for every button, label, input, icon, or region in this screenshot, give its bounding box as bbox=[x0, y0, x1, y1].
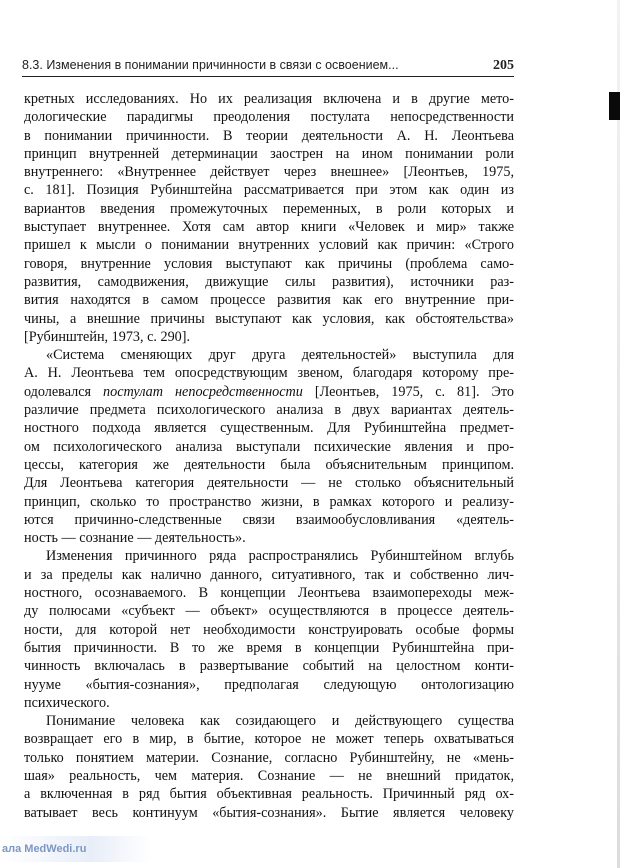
text-line: говоря, внутренние условия выступают как причины (проблема само- bbox=[24, 255, 514, 272]
text-line: чинность включалась в развертывание событий на целостном конти- bbox=[24, 658, 514, 675]
text-line: возвращает его в мир, в бытие, которое не может теперь охватываться bbox=[24, 731, 514, 748]
text-line: в понимании причинности. В теории деятельности А. Н. Леонтьева bbox=[24, 127, 514, 144]
text-line: принцип, сколько то пространство жизни, в рамках которого и реализу- bbox=[24, 493, 514, 510]
text-line: ватывает весь континуум «бытия-сознания». Бытие является человеку bbox=[24, 804, 514, 821]
paragraph-4 bbox=[24, 712, 514, 822]
text-line: Понимание человека как созидающего и действующего существа bbox=[46, 713, 514, 730]
text-line: выступает внутреннее. Хотя сам автор книги «Человек и мир» также bbox=[24, 219, 514, 236]
text-line: Для Леонтьева категория деятельности — не столько объяснительный bbox=[24, 475, 514, 492]
running-header bbox=[22, 58, 514, 74]
text-line: «Система сменяющих друг друга деятельностей» выступила для bbox=[46, 347, 514, 364]
text-line: ностного, осознаваемого. В концепции Леонтьева взаимопереходы меж- bbox=[24, 585, 514, 602]
text-line: развития, самодвижения, движущие силы развития), источники раз- bbox=[24, 273, 514, 290]
text-line: шая» реальность, чем материя. Сознание — не внешний придаток, bbox=[24, 767, 514, 784]
text-line: нууме «бытия-сознания», предполагая следующую онтологизацию bbox=[24, 676, 514, 693]
body-text bbox=[24, 90, 514, 822]
text-line: принцип внутренней детерминации заострен на ином понимании роли bbox=[24, 145, 514, 162]
scan-edge-mark bbox=[609, 92, 620, 120]
text-line: Изменения причинного ряда распространялись Рубинштейном вглубь bbox=[46, 548, 514, 565]
text-line: и за пределы как налично данного, ситуативного, так и собственно лич- bbox=[24, 566, 514, 583]
emphasis-postulate: постулат непосредственности bbox=[103, 383, 303, 400]
text-line: чины, а внешние причины выступают как условия, как обстоятельства» bbox=[24, 310, 514, 327]
text-line: пришел к мысли о понимании внутренних условий как причин: «Строго bbox=[24, 237, 514, 254]
text-line: ом психологического анализа выступали психические явления и про- bbox=[24, 438, 514, 455]
site-watermark: ала MedWedi.ru bbox=[0, 836, 152, 862]
text-line: ность — сознание — деятельность». bbox=[24, 530, 246, 547]
text-line: вариантов введения промежуточных переменных, в роли которых и bbox=[24, 200, 514, 217]
text-line: различие предмета психологического анализа в двух вариантах деятель- bbox=[24, 402, 514, 419]
text-line: ются причинно-следственные связи взаимообусловливания «деятель- bbox=[24, 511, 514, 528]
text-line: цессы, категория же деятельности была объяснительным принципом. bbox=[24, 456, 514, 473]
header-rule bbox=[22, 76, 514, 77]
text-line: дологические парадигмы преодоления постулата непосредственности bbox=[24, 109, 514, 126]
text-line: ностного подхода является существенным. Для Рубинштейна предмет- bbox=[24, 420, 514, 437]
text-line: бытия причинности. В то же время в концепции Рубинштейна при- bbox=[24, 639, 514, 656]
text-line bbox=[24, 383, 514, 401]
paragraph-3 bbox=[24, 547, 514, 712]
page-number: 205 bbox=[493, 58, 514, 73]
text-line: а включенная в ряд бытия объективная реальность. Причинный ряд ох- bbox=[24, 786, 514, 803]
text-line: только понятием материи. Сознание, согласно Рубинштейну, не «мень- bbox=[24, 749, 514, 766]
text-line: ности, для которой нет необходимости конструировать особые формы bbox=[24, 621, 514, 638]
text-fragment: одолевался bbox=[24, 383, 104, 400]
text-line: с. 181]. Позиция Рубинштейна рассматривается при этом как один из bbox=[24, 182, 514, 199]
paragraph-1 bbox=[24, 90, 514, 346]
text-line: вития находятся в самом процессе развития как его внутренние при- bbox=[24, 292, 514, 309]
text-line: психического. bbox=[24, 694, 110, 711]
text-fragment: [Леонтьев, 1975, с. 81]. Это bbox=[302, 383, 514, 400]
text-line: кретных исследованиях. Но их реализация включена и в другие мето- bbox=[24, 91, 514, 107]
text-line: [Рубинштейн, 1973, с. 290]. bbox=[24, 328, 191, 345]
text-line: внутреннего: «Внутреннее действует через внешнее» [Леонтьев, 1975, bbox=[24, 164, 514, 181]
paragraph-2 bbox=[24, 346, 514, 547]
text-line: ду полюсами «субъект — объект» осуществляются в процессе деятель- bbox=[24, 603, 514, 620]
text-line: А. Н. Леонтьева тем опосредствующим звеном, благодаря которому пре- bbox=[24, 365, 514, 382]
running-title: 8.3. Изменения в понимании причинности в связи с освоением... bbox=[22, 58, 399, 72]
